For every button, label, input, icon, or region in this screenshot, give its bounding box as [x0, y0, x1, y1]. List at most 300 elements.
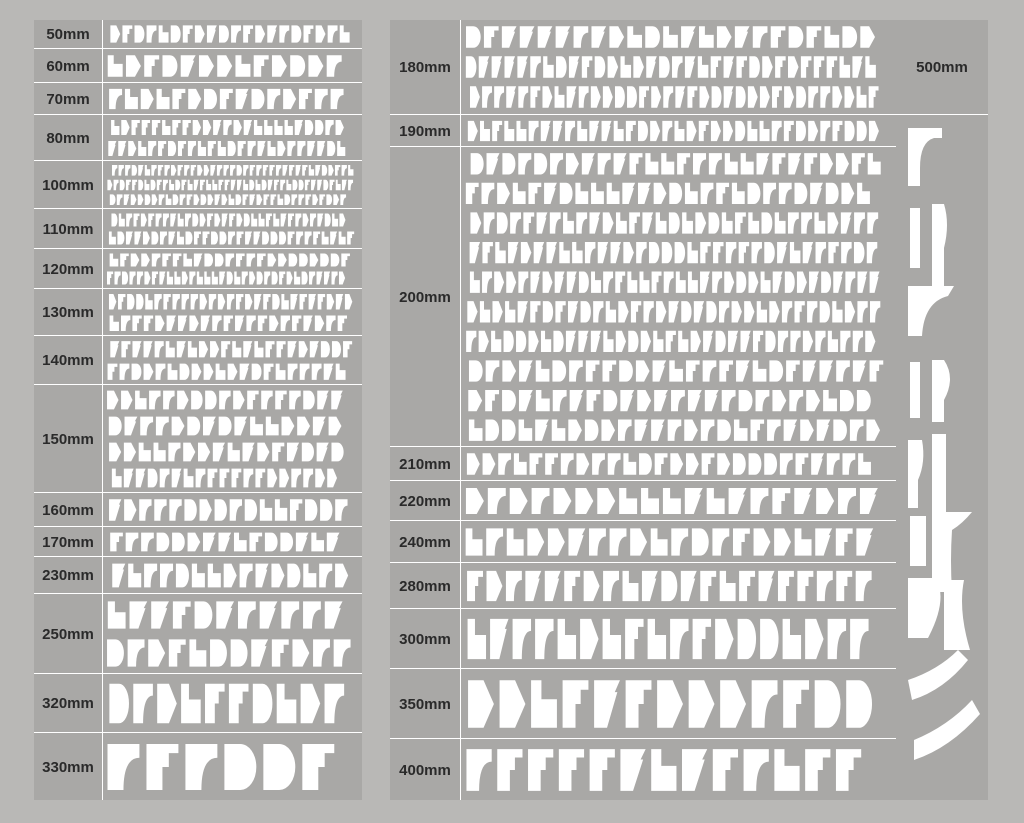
- profiles-60mm: [103, 51, 362, 81]
- 200mm-profile-4-1: [470, 242, 481, 263]
- 200mm-profile-1-2: [487, 153, 500, 174]
- 110mm-profile-2-21: [279, 232, 286, 245]
- 80mm-profile-2-17: [267, 141, 275, 156]
- 180mm-profile-1-10: [627, 26, 642, 48]
- 110mm-profile-1-19: [244, 214, 250, 227]
- 330mm-profile-1-2: [146, 744, 178, 790]
- 110mm-profile-2-7: [160, 232, 167, 245]
- 150mm-profile-3-3: [139, 443, 151, 462]
- profiles-240mm: [461, 523, 896, 561]
- 350mm-profile-1-9: [720, 680, 746, 728]
- 180mm-profile-2-4: [504, 56, 515, 78]
- 100mm-profile-3-5: [138, 194, 144, 205]
- 200mm-profile-4-4: [508, 242, 519, 263]
- 210mm-profile-1-20: [764, 453, 777, 475]
- 170mm-profile-1-15: [327, 533, 340, 552]
- profile-shapes-330mm: [103, 735, 362, 799]
- 150mm-profile-3-15: [317, 443, 329, 462]
- 250mm-profile-2-2: [128, 639, 145, 666]
- 200mm-profile-1-4: [518, 153, 531, 174]
- 180mm-profile-1-22: [842, 26, 857, 48]
- 100mm-profile-3-20: [243, 194, 249, 205]
- 140mm-profile-1-2: [121, 341, 130, 357]
- 200mm-profile-6-3: [492, 301, 502, 322]
- 150mm-profile-4-18: [315, 469, 325, 488]
- 100mm-profile-2-23: [243, 180, 248, 191]
- 110mm-profile-1-14: [207, 214, 213, 227]
- 200mm-profile-3-16: [669, 212, 680, 233]
- 150mm-profile-4-5: [160, 469, 170, 488]
- 80mm-profile-2-10: [198, 141, 206, 156]
- 150mm-profile-4-7: [184, 469, 194, 488]
- 400mm-profile-1-10: [744, 749, 769, 791]
- row-label-240mm: 240mm: [399, 533, 451, 551]
- 130mm-profile-2-5: [155, 316, 164, 331]
- 200mm-profile-6-4: [505, 301, 515, 322]
- 150mm-profile-2-10: [250, 417, 263, 436]
- 110mm-profile-1-3: [126, 214, 132, 227]
- 100mm-profile-1-6: [145, 165, 150, 176]
- 120mm-profile-1-16: [268, 254, 277, 267]
- row-label-80mm: 80mm: [46, 129, 90, 147]
- 200mm-profile-3-1: [470, 212, 481, 233]
- 100mm-profile-2-28: [274, 180, 279, 191]
- 280mm-profile-1-10: [642, 571, 658, 601]
- 130mm-profile-1-13: [218, 294, 225, 309]
- row-label-100mm: 100mm: [42, 176, 94, 194]
- 100mm-profile-1-31: [309, 165, 314, 176]
- 140mm-profile-2-1: [108, 364, 118, 380]
- profiles-220mm: [461, 483, 896, 519]
- 400mm-profile-1-9: [713, 749, 738, 791]
- 200mm-profile-7-2: [479, 331, 489, 352]
- 140mm-profile-2-11: [228, 364, 238, 380]
- 200mm-profile-1-7: [566, 153, 579, 174]
- 280mm-profile-1-19: [817, 571, 833, 601]
- 100mm-profile-1-19: [230, 165, 235, 176]
- 80mm-profile-1-8: [183, 120, 191, 135]
- 200mm-profile-9-21: [806, 390, 820, 411]
- 250mm-profile-1-9: [281, 601, 299, 628]
- 80mm-profile-2-9: [188, 141, 196, 156]
- 350mm-profile-1-11: [783, 680, 809, 728]
- 180mm-profile-3-13: [615, 86, 625, 108]
- 50mm-profile-1-5: [159, 25, 169, 42]
- 200mm-profile-5-2: [482, 272, 492, 293]
- 70mm-profile-1-9: [236, 89, 249, 109]
- middle-row-200mm: [390, 146, 896, 447]
- 60mm-profile-1-7: [217, 55, 232, 77]
- 130mm-profile-2-2: [121, 316, 130, 331]
- 200mm-profile-9-10: [620, 390, 634, 411]
- 320mm-profile-1-4: [181, 684, 201, 724]
- 120mm-profile-2-25: [287, 272, 293, 285]
- 190mm-profile-1-19: [687, 121, 697, 141]
- 280mm-profile-1-8: [603, 571, 619, 601]
- 110mm-profile-2-17: [245, 232, 252, 245]
- 190mm-profile-1-2: [480, 121, 490, 141]
- 240mm-profile-1-6: [568, 528, 585, 555]
- 110mm-profile-1-18: [236, 214, 242, 227]
- 120mm-profile-2-11: [182, 272, 188, 285]
- 100mm-profile-1-1: [112, 165, 117, 176]
- 180mm-profile-3-28: [796, 86, 806, 108]
- 210mm-profile-1-10: [608, 453, 621, 475]
- profiles-300mm: [461, 611, 896, 667]
- 200mm-profile-8-17: [736, 360, 750, 381]
- 280mm-profile-1-18: [797, 571, 813, 601]
- 200mm-profile-10-8: [585, 420, 599, 441]
- 130mm-profile-1-22: [300, 294, 307, 309]
- 80mm-profile-2-4: [138, 141, 146, 156]
- 400mm-profile-1-7: [651, 749, 676, 791]
- left-row-160mm: [34, 492, 362, 527]
- 190mm-profile-1-23: [735, 121, 745, 141]
- 80mm-profile-2-22: [317, 141, 325, 156]
- 100mm-profile-2-8: [151, 180, 156, 191]
- 180mm-profile-3-10: [579, 86, 589, 108]
- 250mm-profile-2-10: [292, 639, 309, 666]
- 170mm-profile-1-2: [126, 533, 139, 552]
- middle-row-220mm: [390, 480, 896, 521]
- 180mm-profile-2-25: [775, 56, 786, 78]
- 180mm-profile-2-27: [801, 56, 812, 78]
- 200mm-profile-3-8: [563, 212, 574, 233]
- 180mm-profile-1-3: [502, 26, 517, 48]
- 180mm-profile-3-5: [518, 86, 528, 108]
- 130mm-profile-1-4: [136, 294, 143, 309]
- 130mm-profile-1-6: [154, 294, 161, 309]
- 250mm-profile-2-7: [231, 639, 248, 666]
- 100mm-profile-3-33: [333, 194, 339, 205]
- 210mm-profile-1-18: [733, 453, 746, 475]
- 100mm-profile-3-32: [326, 194, 332, 205]
- 130mm-profile-2-18: [303, 316, 312, 331]
- 110mm-profile-2-8: [168, 232, 175, 245]
- 110mm-profile-2-22: [288, 232, 295, 245]
- profile-shapes-400mm: [461, 741, 896, 799]
- 180mm-profile-3-21: [712, 86, 722, 108]
- 220mm-profile-1-13: [729, 488, 747, 514]
- 100mm-profile-3-31: [319, 194, 325, 205]
- 320mm-profile-1-7: [253, 684, 273, 724]
- 230mm-profile-1-9: [240, 564, 253, 588]
- 150mm-profile-4-19: [327, 469, 337, 488]
- 200mm-profile-1-5: [534, 153, 547, 174]
- 320mm-profile-1-3: [157, 684, 177, 724]
- 200mm-profile-8-21: [803, 360, 817, 381]
- 100mm-profile-2-15: [194, 180, 199, 191]
- 170mm-profile-1-8: [218, 533, 231, 552]
- 120mm-profile-1-7: [173, 254, 182, 267]
- left-row-320mm: [34, 673, 362, 733]
- 180mm-profile-3-12: [603, 86, 613, 108]
- 180mm-profile-3-1: [470, 86, 480, 108]
- profile-shapes-220mm: [461, 483, 896, 519]
- 100mm-profile-2-39: [342, 180, 347, 191]
- 240mm-profile-1-13: [712, 528, 729, 555]
- 100mm-profile-1-32: [315, 165, 320, 176]
- 80mm-profile-1-5: [152, 120, 160, 135]
- 200mm-profile-10-17: [734, 420, 748, 441]
- 200mm-profile-5-4: [506, 272, 516, 293]
- row-label-50mm: 50mm: [46, 25, 90, 43]
- 140mm-profile-1-18: [299, 341, 308, 357]
- 180mm-profile-2-22: [736, 56, 747, 78]
- 150mm-profile-1-15: [303, 391, 314, 410]
- 180mm-profile-2-26: [788, 56, 799, 78]
- 190mm-profile-1-24: [747, 121, 757, 141]
- 150mm-profile-4-9: [208, 469, 218, 488]
- 120mm-profile-1-6: [162, 254, 171, 267]
- 200mm-profile-4-20: [713, 242, 724, 263]
- 150mm-profile-3-1: [109, 443, 121, 462]
- 80mm-profile-1-3: [131, 120, 139, 135]
- 70mm-profile-1-1: [109, 89, 122, 109]
- 100mm-profile-1-18: [223, 165, 228, 176]
- 200mm-profile-9-3: [502, 390, 516, 411]
- 200mm-profile-6-29: [820, 301, 830, 322]
- 150mm-profile-3-16: [331, 443, 343, 462]
- 200mm-profile-1-9: [598, 153, 611, 174]
- 200mm-profile-4-12: [611, 242, 622, 263]
- 180mm-profile-3-9: [567, 86, 577, 108]
- 400mm-profile-1-1: [466, 749, 491, 791]
- 350mm-profile-1-13: [846, 680, 872, 728]
- 120mm-profile-2-7: [152, 272, 158, 285]
- profiles-350mm: [461, 671, 896, 737]
- profiles-120mm: [103, 251, 362, 287]
- 190mm-profile-1-5: [516, 121, 526, 141]
- profiles-330mm: [103, 735, 362, 799]
- 200mm-profile-1-15: [693, 153, 706, 174]
- 200mm-profile-3-31: [867, 212, 878, 233]
- 100mm-profile-1-12: [184, 165, 189, 176]
- 150mm-profile-3-4: [154, 443, 166, 462]
- 150mm-profile-2-6: [187, 417, 200, 436]
- 180mm-profile-3-17: [663, 86, 673, 108]
- row-label-220mm: 220mm: [399, 492, 451, 510]
- 150mm-profile-4-6: [172, 469, 182, 488]
- left-row-100mm: [34, 160, 362, 209]
- 280mm-profile-1-7: [584, 571, 600, 601]
- 200mm-profile-4-2: [482, 242, 493, 263]
- 110mm-profile-2-29: [347, 232, 354, 245]
- 300mm-profile-1-8: [625, 619, 643, 659]
- 150mm-profile-2-14: [313, 417, 326, 436]
- profile-shapes-140mm: [103, 338, 362, 383]
- 200mm-profile-10-4: [519, 420, 533, 441]
- 150mm-profile-2-8: [219, 417, 232, 436]
- 70mm-profile-1-11: [267, 89, 280, 109]
- 180mm-profile-1-20: [807, 26, 822, 48]
- 120mm-profile-2-13: [197, 272, 203, 285]
- 200mm-profile-10-5: [535, 420, 549, 441]
- 130mm-profile-1-21: [290, 294, 297, 309]
- 140mm-profile-2-16: [288, 364, 298, 380]
- 220mm-profile-1-6: [575, 488, 593, 514]
- 200mm-profile-2-25: [841, 183, 854, 204]
- 120mm-profile-1-19: [299, 254, 308, 267]
- 240mm-profile-1-5: [548, 528, 565, 555]
- 80mm-profile-2-14: [238, 141, 246, 156]
- 200mm-profile-10-18: [751, 420, 765, 441]
- 300mm-profile-1-9: [648, 619, 666, 659]
- 200mm-profile-5-20: [700, 272, 710, 293]
- 120mm-profile-1-17: [278, 254, 287, 267]
- 230mm-profile-1-1: [112, 564, 125, 588]
- 100mm-profile-3-15: [208, 194, 214, 205]
- profile-500mm-6: [932, 360, 950, 422]
- 200mm-profile-2-19: [748, 183, 761, 204]
- 200mm-profile-2-15: [685, 183, 698, 204]
- 100mm-profile-2-1: [107, 180, 112, 191]
- 70mm-profile-1-10: [251, 89, 264, 109]
- 100mm-profile-2-27: [268, 180, 273, 191]
- 220mm-profile-1-4: [532, 488, 550, 514]
- 60mm-profile-1-11: [290, 55, 305, 77]
- 190mm-profile-1-10: [577, 121, 587, 141]
- 200mm-profile-6-1: [467, 301, 477, 322]
- 160mm-profile-1-8: [215, 499, 227, 521]
- 170mm-profile-1-4: [157, 533, 170, 552]
- 180mm-profile-2-15: [646, 56, 657, 78]
- profile-shapes-60mm: [103, 51, 362, 81]
- 150mm-profile-1-1: [107, 391, 118, 410]
- 150mm-profile-1-8: [205, 391, 216, 410]
- 200mm-profile-4-6: [534, 242, 545, 263]
- row-label-70mm: 70mm: [46, 90, 90, 108]
- 220mm-profile-1-8: [619, 488, 637, 514]
- 100mm-profile-2-14: [188, 180, 193, 191]
- 250mm-profile-1-6: [216, 601, 234, 628]
- 220mm-profile-1-5: [553, 488, 571, 514]
- 160mm-profile-1-12: [275, 499, 287, 521]
- 200mm-profile-8-9: [603, 360, 617, 381]
- 200mm-profile-5-33: [857, 272, 867, 293]
- 200mm-profile-4-23: [751, 242, 762, 263]
- 120mm-profile-1-12: [225, 254, 234, 267]
- profile-shapes-280mm: [461, 565, 896, 607]
- 400mm-profile-1-2: [497, 749, 522, 791]
- 180mm-profile-3-20: [700, 86, 710, 108]
- 120mm-profile-2-17: [227, 272, 233, 285]
- 150mm-profile-4-1: [112, 469, 122, 488]
- 230mm-profile-1-15: [335, 564, 348, 588]
- profiles-250mm: [103, 596, 362, 672]
- 200mm-profile-5-19: [688, 272, 698, 293]
- 50mm-profile-1-2: [122, 25, 132, 42]
- 200mm-profile-5-7: [543, 272, 553, 293]
- 190mm-profile-1-33: [857, 121, 867, 141]
- 70mm-profile-1-7: [204, 89, 217, 109]
- 200mm-profile-5-12: [603, 272, 613, 293]
- 80mm-profile-1-17: [274, 120, 282, 135]
- 70mm-profile-1-14: [315, 89, 328, 109]
- 120mm-profile-2-19: [242, 272, 248, 285]
- left-row-110mm: [34, 208, 362, 249]
- 180mm-profile-3-11: [591, 86, 601, 108]
- 180mm-profile-3-27: [784, 86, 794, 108]
- 200mm-profile-6-8: [555, 301, 565, 322]
- 200mm-profile-4-5: [521, 242, 532, 263]
- 130mm-profile-1-15: [236, 294, 243, 309]
- 150mm-profile-3-6: [183, 443, 195, 462]
- 200mm-profile-7-20: [703, 331, 713, 352]
- 140mm-profile-1-21: [332, 341, 341, 357]
- 110mm-profile-1-31: [332, 214, 338, 227]
- 130mm-profile-1-23: [309, 294, 316, 309]
- 200mm-profile-10-7: [568, 420, 582, 441]
- 150mm-profile-4-10: [220, 469, 230, 488]
- 150mm-profile-2-11: [266, 417, 279, 436]
- 210mm-profile-1-2: [483, 453, 496, 475]
- 200mm-profile-1-12: [645, 153, 658, 174]
- 280mm-profile-1-13: [700, 571, 716, 601]
- 200mm-profile-6-23: [744, 301, 754, 322]
- 150mm-profile-3-13: [287, 443, 299, 462]
- 100mm-profile-2-16: [200, 180, 205, 191]
- 130mm-profile-1-20: [281, 294, 288, 309]
- row-label-130mm: 130mm: [42, 304, 94, 321]
- 100mm-profile-1-15: [204, 165, 209, 176]
- profiles-110mm: [103, 211, 362, 247]
- 200mm-profile-6-16: [656, 301, 666, 322]
- 200mm-profile-1-18: [741, 153, 754, 174]
- 200mm-profile-8-4: [519, 360, 533, 381]
- 80mm-profile-1-20: [305, 120, 313, 135]
- 100mm-profile-2-11: [169, 180, 174, 191]
- 80mm-profile-2-12: [218, 141, 226, 156]
- 200mm-profile-4-8: [559, 242, 570, 263]
- 100mm-profile-3-26: [284, 194, 290, 205]
- 120mm-profile-2-23: [272, 272, 278, 285]
- profiles-50mm: [103, 22, 362, 46]
- 110mm-profile-2-5: [143, 232, 150, 245]
- 50mm-profile-1-8: [195, 25, 205, 42]
- 200mm-profile-3-29: [841, 212, 852, 233]
- 200mm-profile-6-17: [669, 301, 679, 322]
- 100mm-profile-2-4: [126, 180, 131, 191]
- 200mm-profile-4-30: [841, 242, 852, 263]
- 110mm-profile-1-8: [163, 214, 169, 227]
- 80mm-profile-1-1: [111, 120, 119, 135]
- 300mm-profile-1-14: [760, 619, 778, 659]
- 80mm-profile-2-21: [307, 141, 315, 156]
- 180mm-profile-2-10: [582, 56, 593, 78]
- 200mm-profile-5-8: [555, 272, 565, 293]
- middle-row-180mm: [390, 20, 896, 114]
- 200mm-profile-5-25: [761, 272, 771, 293]
- 120mm-profile-1-1: [110, 254, 119, 267]
- 200mm-profile-10-25: [866, 420, 880, 441]
- 170mm-profile-1-5: [172, 533, 185, 552]
- 300mm-profile-1-4: [535, 619, 553, 659]
- 200mm-profile-3-22: [748, 212, 759, 233]
- 350mm-profile-1-4: [563, 680, 589, 728]
- 160mm-profile-1-14: [305, 499, 317, 521]
- 110mm-profile-2-25: [313, 232, 320, 245]
- 280mm-profile-1-6: [564, 571, 580, 601]
- 200mm-profile-1-22: [804, 153, 817, 174]
- 100mm-profile-3-14: [201, 194, 207, 205]
- 140mm-profile-1-12: [232, 341, 241, 357]
- 200mm-profile-7-9: [566, 331, 576, 352]
- 150mm-profile-2-5: [172, 417, 185, 436]
- 110mm-profile-1-7: [156, 214, 162, 227]
- 130mm-profile-2-15: [269, 316, 278, 331]
- 110mm-profile-1-23: [273, 214, 279, 227]
